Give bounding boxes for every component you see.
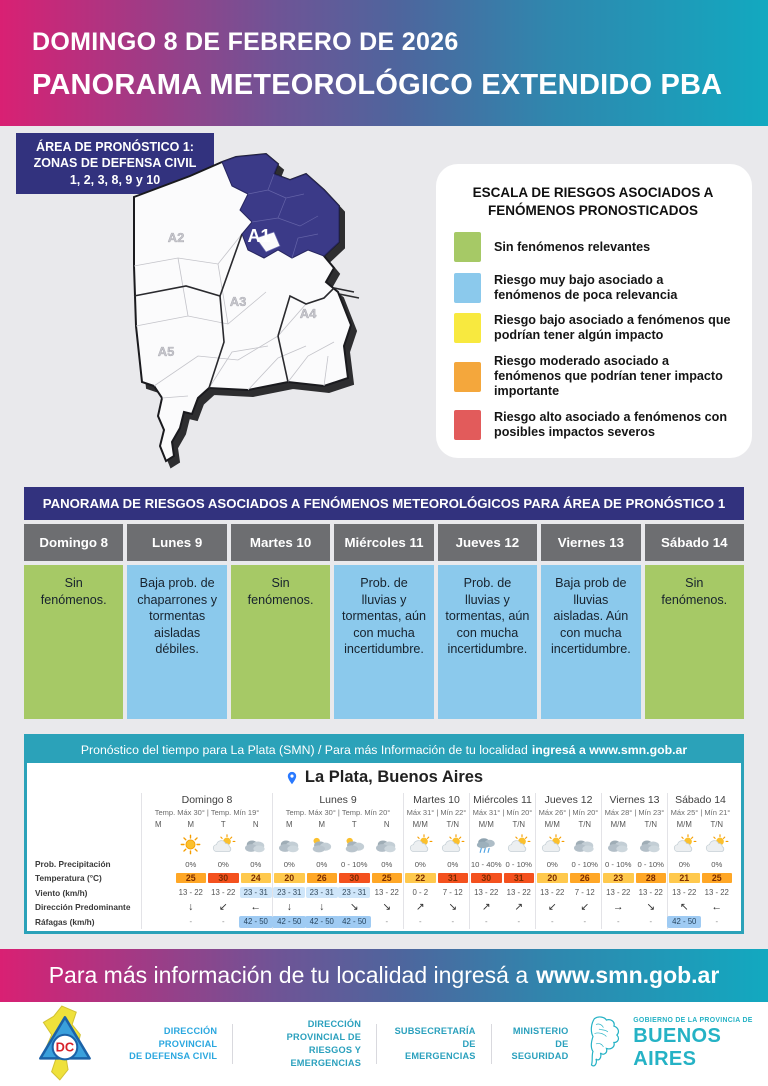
period-label: T/N xyxy=(512,820,526,829)
wind-direction-arrow: ← xyxy=(250,900,261,913)
temp-chip: 24 xyxy=(241,873,272,883)
risk-legend-label: Riesgo bajo asociado a fenómenos que podrían tener algún impacto xyxy=(494,313,731,343)
wind-value: 13 - 22 xyxy=(540,888,565,897)
temp-cell xyxy=(338,870,371,886)
weather-icon-partly xyxy=(536,830,569,858)
wind-direction-arrow: ↗ xyxy=(415,900,425,913)
wind-value: 13 - 22 xyxy=(474,888,499,897)
wind-direction-arrow xyxy=(142,899,175,914)
forecast-day-name: Martes 10 xyxy=(413,794,460,806)
period-label: T xyxy=(220,820,226,829)
forecast-location-name: La Plata, Buenos Aires xyxy=(304,768,484,786)
period-letters-row xyxy=(404,819,469,830)
risk-day-column xyxy=(24,524,123,719)
period-letters-row xyxy=(536,819,601,830)
org-defensa-civil: DIRECCIÓN PROVINCIAL DE DEFENSA CIVIL xyxy=(129,1025,218,1062)
temp-cell xyxy=(470,870,503,886)
weather-icons-row xyxy=(536,830,601,858)
org-ministerio-seguridad: MINISTERIO DE SEGURIDAD xyxy=(511,1025,569,1062)
temp-chip: 26 xyxy=(570,873,601,883)
period-label: M/M xyxy=(676,820,692,829)
period-label: N xyxy=(383,820,390,829)
risk-day-cell: Baja prob de lluvias aisladas. Aún con mucha incertidumbre. xyxy=(541,565,640,719)
gusts-row xyxy=(668,914,733,929)
period-label: T/N xyxy=(644,820,658,829)
precip-value: 0% xyxy=(250,859,262,869)
temperature-row xyxy=(536,870,601,886)
banner-link[interactable]: www.smn.gob.ar xyxy=(536,962,720,988)
weather-icon-partly xyxy=(668,830,701,858)
period-label: T/N xyxy=(710,820,724,829)
risk-color-swatch xyxy=(454,232,481,262)
wind-direction-arrow: ↘ xyxy=(646,900,656,913)
risk-day-column xyxy=(334,524,433,719)
forecast-day-minmax: Máx 28° | Mín 23° xyxy=(604,808,665,817)
weather-icon-empty xyxy=(142,830,175,858)
risk-scale-legend xyxy=(436,164,752,458)
row-label-precipitation: Prob. Precipitación xyxy=(35,859,111,869)
precip-value: 0% xyxy=(711,859,723,869)
gust-value: - xyxy=(484,917,488,926)
row-label-direction: Dirección Predominante xyxy=(35,901,131,912)
temp-cell xyxy=(437,870,470,886)
weather-icon-cloud xyxy=(371,830,404,858)
risk-day-header: Miércoles 11 xyxy=(334,524,433,561)
temp-chip: 23 xyxy=(603,873,634,883)
period-letters-row xyxy=(668,819,733,830)
risk-day-column xyxy=(438,524,537,719)
risk-day-header: Domingo 8 xyxy=(24,524,123,561)
wind-value: 13 - 22 xyxy=(178,888,203,897)
weather-icon-cloud xyxy=(240,830,273,858)
gov-logo-text: GOBIERNO DE LA PROVINCIA DE BUENOS AIRES xyxy=(633,1017,753,1070)
weather-icons-row xyxy=(273,830,403,858)
forecast-day-column xyxy=(535,793,601,929)
area-label-line1: ÁREA DE PRONÓSTICO 1: xyxy=(36,140,194,154)
direction-row xyxy=(273,899,403,914)
direction-row xyxy=(470,899,535,914)
gust-value: - xyxy=(451,917,455,926)
forecast-day-minmax: Máx 31° | Mín 20° xyxy=(472,808,533,817)
risk-day-cell: Baja prob. de chaparrones y tormentas aisladas débiles. xyxy=(127,565,226,719)
province-doodle-icon xyxy=(584,1009,629,1079)
forecast-header-text: Pronóstico del tiempo para La Plata (SMN) / Para más Información de tu localidad xyxy=(80,743,528,757)
forecast-day-column xyxy=(469,793,535,929)
risk-day-cell: Sin fenómenos. xyxy=(645,565,744,719)
precipitation-row xyxy=(536,858,601,870)
risk-legend-item xyxy=(454,313,732,343)
period-label: N xyxy=(252,820,259,829)
wind-direction-arrow: ↙ xyxy=(547,900,557,913)
forecast-day-minmax: Máx 26° | Mín 20° xyxy=(538,808,599,817)
risk-day-header: Viernes 13 xyxy=(541,524,640,561)
wind-row xyxy=(470,886,535,899)
precip-value: 0 - 10% xyxy=(605,859,632,869)
precipitation-row xyxy=(602,858,667,870)
forecast-row-labels xyxy=(35,793,141,929)
header-banner xyxy=(0,0,768,126)
weather-icon-partly xyxy=(437,830,470,858)
temp-chip: 25 xyxy=(702,873,733,883)
weather-icons-row xyxy=(602,830,667,858)
temp-chip: 20 xyxy=(274,873,305,883)
forecast-header-bar xyxy=(27,737,741,763)
forecast-day-column xyxy=(141,793,272,929)
zone-label-a5: A5 xyxy=(157,344,175,359)
period-label: M xyxy=(318,820,325,829)
temp-cell xyxy=(142,870,175,886)
forecast-day-name: Sábado 14 xyxy=(675,794,726,806)
gusts-row xyxy=(273,914,403,929)
gust-value: 42 - 50 xyxy=(240,914,273,929)
civil-defense-logo xyxy=(30,1004,104,1084)
zone-label-a1: A1 xyxy=(247,226,271,246)
risk-day-header: Lunes 9 xyxy=(127,524,226,561)
temp-chip: 30 xyxy=(208,873,239,883)
temp-cell xyxy=(306,870,339,886)
precipitation-row xyxy=(273,858,403,870)
gust-value: 42 - 50 xyxy=(306,914,339,929)
risk-day-column xyxy=(645,524,744,719)
weather-icon-partly xyxy=(503,830,536,858)
gusts-row xyxy=(142,914,272,929)
gust-value: - xyxy=(583,917,587,926)
risk-color-swatch xyxy=(454,362,481,392)
wind-row xyxy=(668,886,733,899)
temp-chip: 30 xyxy=(471,873,502,883)
wind-direction-arrow: ↗ xyxy=(481,900,491,913)
wind-value: 13 - 22 xyxy=(211,888,236,897)
forecast-day-name: Viernes 13 xyxy=(609,794,660,806)
wind-direction-arrow: ↓ xyxy=(286,900,292,913)
footer-separator xyxy=(491,1024,492,1064)
period-letters-row xyxy=(273,819,403,830)
temperature-row xyxy=(142,870,272,886)
wind-row xyxy=(404,886,469,899)
weather-icon-sun xyxy=(175,830,208,858)
forecast-day-column xyxy=(667,793,733,929)
period-letters-row xyxy=(142,819,272,830)
org-subsecretaria-emergencias: SUBSECRETARÍA DE EMERGENCIAS xyxy=(394,1025,476,1062)
period-label: T/N xyxy=(578,820,592,829)
period-label: M xyxy=(155,820,162,829)
wind-value xyxy=(142,886,175,899)
temp-chip: 30 xyxy=(339,873,370,883)
wind-value: 23 - 31 xyxy=(306,886,339,899)
temp-cell xyxy=(503,870,536,886)
wind-value: 23 - 31 xyxy=(338,886,371,899)
forecast-section xyxy=(24,734,744,934)
weather-icon-cloud xyxy=(569,830,602,858)
zone-label-a4: A4 xyxy=(299,306,317,321)
wind-direction-arrow: ↘ xyxy=(349,900,359,913)
precipitation-row xyxy=(470,858,535,870)
gust-value: - xyxy=(385,917,389,926)
precip-value: 0 - 10% xyxy=(341,859,368,869)
location-pin-icon xyxy=(285,770,299,786)
wind-value: 23 - 31 xyxy=(273,886,306,899)
wind-value: 13 - 22 xyxy=(374,888,399,897)
risk-day-cell: Sin fenómenos. xyxy=(231,565,330,719)
weather-icon-partly xyxy=(701,830,734,858)
forecast-day-name: Miércoles 11 xyxy=(473,794,532,806)
labels-spacer xyxy=(35,793,141,858)
wind-direction-arrow: → xyxy=(613,900,624,913)
forecast-day-minmax: Máx 31° | Mín 22° xyxy=(406,808,467,817)
gust-value: - xyxy=(517,917,521,926)
direction-row xyxy=(536,899,601,914)
period-label: M/M xyxy=(610,820,626,829)
area-label-line3: 1, 2, 3, 8, 9 y 10 xyxy=(69,172,161,187)
wind-row xyxy=(273,886,403,899)
bottom-banner xyxy=(0,949,768,1002)
footer xyxy=(0,1002,768,1086)
temp-cell xyxy=(635,870,668,886)
temp-cell xyxy=(175,870,208,886)
temp-chip: 25 xyxy=(176,873,207,883)
risk-day-column xyxy=(127,524,226,719)
province-zones-map xyxy=(128,146,424,472)
risk-legend-item xyxy=(454,354,732,399)
banner-text: Para más información de tu localidad ingresá a xyxy=(48,962,529,988)
wind-row xyxy=(536,886,601,899)
forecast-day-column xyxy=(601,793,667,929)
risk-day-header: Jueves 12 xyxy=(438,524,537,561)
weather-icon-partly xyxy=(207,830,240,858)
gust-value: 42 - 50 xyxy=(338,914,371,929)
org-riesgos-emergencias: DIRECCIÓN PROVINCIAL DE RIESGOS Y EMERGENCIAS xyxy=(286,1019,362,1068)
gust-value xyxy=(142,914,175,929)
risk-color-swatch xyxy=(454,313,481,343)
precipitation-row xyxy=(668,858,733,870)
wind-value: 13 - 22 xyxy=(606,888,631,897)
footer-separator xyxy=(376,1024,377,1064)
gust-value: 42 - 50 xyxy=(668,914,701,929)
risk-table xyxy=(24,524,744,719)
wind-value: 13 - 22 xyxy=(638,888,663,897)
gusts-row xyxy=(536,914,601,929)
precip-value: 0% xyxy=(678,859,690,869)
risk-day-cell: Sin fenómenos. xyxy=(24,565,123,719)
temperature-row xyxy=(668,870,733,886)
forecast-day-column xyxy=(272,793,403,929)
weather-icons-row xyxy=(668,830,733,858)
precip-value: 0% xyxy=(185,859,197,869)
wind-direction-arrow: ← xyxy=(711,900,722,913)
forecast-day-minmax: Temp. Máx 30° | Temp. Mín 19° xyxy=(154,808,260,817)
forecast-header-link[interactable]: ingresá a www.smn.gob.ar xyxy=(531,743,688,757)
risk-day-header: Sábado 14 xyxy=(645,524,744,561)
direction-row xyxy=(142,899,272,914)
wind-direction-arrow: ↓ xyxy=(188,900,194,913)
forecast-day-name: Jueves 12 xyxy=(544,794,593,806)
period-letters-row xyxy=(470,819,535,830)
risk-legend-label: Riesgo muy bajo asociado a fenómenos de poca relevancia xyxy=(494,272,678,302)
weather-icon-cloud xyxy=(273,830,306,858)
temp-cell xyxy=(207,870,240,886)
wind-value: 23 - 31 xyxy=(240,886,273,899)
gust-value: - xyxy=(550,917,554,926)
wind-direction-arrow: ↖ xyxy=(679,900,689,913)
dc-logo-text: DC xyxy=(55,1039,75,1055)
forecast-day-minmax: Temp. Máx 30° | Temp. Mín 20° xyxy=(285,808,391,817)
risk-day-header: Martes 10 xyxy=(231,524,330,561)
wind-value: 7 - 12 xyxy=(442,888,463,897)
weather-icon-rain xyxy=(470,830,503,858)
gusts-row xyxy=(404,914,469,929)
risk-table-title: PANORAMA DE RIESGOS ASOCIADOS A FENÓMENOS METEOROLÓGICOS PARA ÁREA DE PRONÓSTICO 1 xyxy=(24,487,744,520)
row-label-gusts: Ráfagas (km/h) xyxy=(35,916,95,927)
risk-color-swatch xyxy=(454,410,481,440)
temp-cell xyxy=(602,870,635,886)
period-letters-row xyxy=(602,819,667,830)
precip-value: 0% xyxy=(283,859,295,869)
risk-day-column xyxy=(541,524,640,719)
precip-value: 0% xyxy=(316,859,328,869)
temp-chip: 28 xyxy=(636,873,667,883)
row-label-wind: Viento (km/h) xyxy=(35,887,88,898)
risk-legend-item xyxy=(454,273,732,303)
gust-value: - xyxy=(189,917,193,926)
wind-row xyxy=(602,886,667,899)
page-title: PANORAMA METEOROLÓGICO EXTENDIDO PBA xyxy=(32,69,723,101)
precipitation-row xyxy=(142,858,272,870)
forecast-day-name: Lunes 9 xyxy=(319,794,357,806)
temp-cell xyxy=(273,870,306,886)
temp-chip: 26 xyxy=(307,873,338,883)
weather-icon-partly xyxy=(404,830,437,858)
wind-row xyxy=(142,886,272,899)
direction-row xyxy=(602,899,667,914)
gust-value: 42 - 50 xyxy=(273,914,306,929)
weather-icons-row xyxy=(470,830,535,858)
wind-value: 13 - 22 xyxy=(506,888,531,897)
direction-row xyxy=(404,899,469,914)
gust-value: - xyxy=(715,917,719,926)
forecast-day-column xyxy=(403,793,469,929)
header-date: DOMINGO 8 DE FEBRERO DE 2026 xyxy=(32,28,459,56)
risk-day-cell: Prob. de lluvias y tormentas, aún con mucha incertidumbre. xyxy=(438,565,537,719)
precip-value: 0% xyxy=(381,859,393,869)
direction-row xyxy=(668,899,733,914)
zone-label-a2: A2 xyxy=(167,230,185,245)
legend-title: ESCALA DE RIESGOS ASOCIADOS A FENÓMENOS PRONOSTICADOS xyxy=(472,185,714,218)
precip-value: 0 - 10% xyxy=(571,859,598,869)
area-label-line2: ZONAS DE DEFENSA CIVIL xyxy=(33,156,197,171)
precip-value: 0% xyxy=(546,859,558,869)
wind-direction-arrow: ↓ xyxy=(319,900,325,913)
precip-value: 0 - 10% xyxy=(637,859,664,869)
period-label: M/M xyxy=(412,820,428,829)
gust-value: - xyxy=(616,917,620,926)
temp-cell xyxy=(701,870,734,886)
wind-direction-arrow: ↙ xyxy=(218,900,228,913)
period-label: T/N xyxy=(446,820,460,829)
weather-icons-row xyxy=(404,830,469,858)
wind-direction-arrow: ↘ xyxy=(448,900,458,913)
forecast-days xyxy=(141,793,733,929)
precip-value: 0% xyxy=(217,859,229,869)
forecast-day-name: Domingo 8 xyxy=(181,794,233,806)
risk-day-cell: Prob. de lluvias y tormentas, aún con mucha incertidumbre. xyxy=(334,565,433,719)
precip-value: 0 - 10% xyxy=(505,859,532,869)
risk-color-swatch xyxy=(454,273,481,303)
temperature-row xyxy=(273,870,403,886)
temperature-row xyxy=(602,870,667,886)
temp-chip: 20 xyxy=(537,873,568,883)
temperature-row xyxy=(404,870,469,886)
legend-items xyxy=(454,232,732,440)
gov-buenos-aires-logo xyxy=(584,1009,768,1079)
gusts-row xyxy=(602,914,667,929)
gust-value: - xyxy=(221,917,225,926)
footer-separator xyxy=(232,1024,233,1064)
period-label: M/M xyxy=(478,820,494,829)
temp-chip: 25 xyxy=(372,873,403,883)
risk-legend-label: Sin fenómenos relevantes xyxy=(494,239,651,254)
forecast-location xyxy=(27,763,741,792)
wind-value: 13 - 22 xyxy=(704,888,729,897)
wind-direction-arrow: ↙ xyxy=(580,900,590,913)
zone-label-a3: A3 xyxy=(229,294,247,309)
risk-legend-label: Riesgo alto asociado a fenómenos con posibles impactos severos xyxy=(494,409,728,439)
gust-value: - xyxy=(418,917,422,926)
period-label: M xyxy=(286,820,293,829)
temp-cell xyxy=(240,870,273,886)
precip-value xyxy=(142,858,175,870)
period-label: T xyxy=(351,820,357,829)
weather-icon-cloud xyxy=(602,830,635,858)
temp-cell xyxy=(569,870,602,886)
temp-cell xyxy=(371,870,404,886)
temp-chip: 21 xyxy=(669,873,700,883)
temp-chip: 31 xyxy=(438,873,469,883)
weather-icon-cloud xyxy=(635,830,668,858)
gust-value: - xyxy=(649,917,653,926)
temp-chip: 22 xyxy=(405,873,436,883)
period-label: M/M xyxy=(544,820,560,829)
forecast-day-minmax: Máx 25° | Mín 21° xyxy=(670,808,731,817)
precip-value: 0% xyxy=(447,859,459,869)
temp-cell xyxy=(668,870,701,886)
risk-legend-item xyxy=(454,232,732,262)
temp-chip: 31 xyxy=(504,873,535,883)
weather-icon-mostly xyxy=(306,830,339,858)
risk-legend-item xyxy=(454,410,732,440)
wind-direction-arrow: ↘ xyxy=(382,900,392,913)
risk-legend-label: Riesgo moderado asociado a fenómenos que podrían tener impacto importante xyxy=(494,354,723,399)
row-label-temperature: Temperatura (°C) xyxy=(35,873,102,883)
weather-icons-row xyxy=(142,830,272,858)
temp-cell xyxy=(404,870,437,886)
weather-icon-mostly xyxy=(338,830,371,858)
risk-day-column xyxy=(231,524,330,719)
wind-direction-arrow: ↗ xyxy=(514,900,524,913)
temp-cell xyxy=(536,870,569,886)
precip-value: 0% xyxy=(414,859,426,869)
precip-value: 10 - 40% xyxy=(470,859,502,869)
wind-value: 0 - 2 xyxy=(412,888,429,897)
wind-value: 7 - 12 xyxy=(574,888,595,897)
gusts-row xyxy=(470,914,535,929)
temperature-row xyxy=(470,870,535,886)
wind-value: 13 - 22 xyxy=(672,888,697,897)
period-label: M xyxy=(187,820,194,829)
precipitation-row xyxy=(404,858,469,870)
forecast-table xyxy=(27,792,741,931)
